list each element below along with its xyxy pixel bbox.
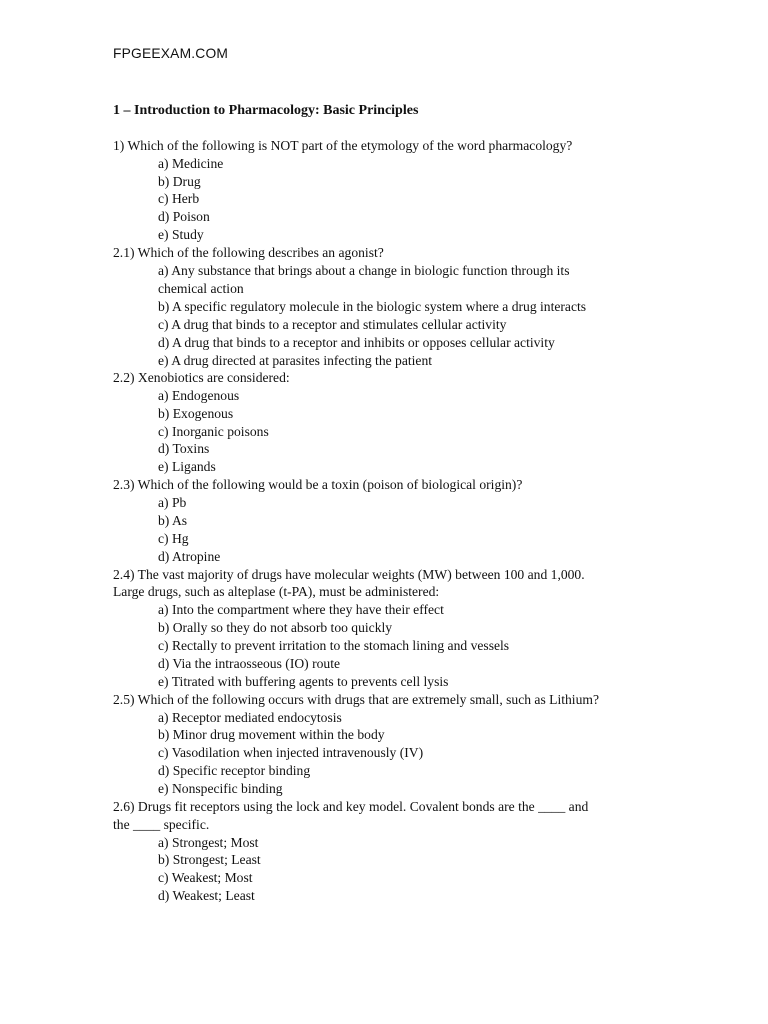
answer-option: a) Receptor mediated endocytosis: [158, 710, 342, 725]
answer-option: e) Titrated with buffering agents to prevents cell lysis: [158, 674, 449, 689]
chapter-heading: 1 – Introduction to Pharmacology: Basic Principles: [113, 103, 419, 118]
answer-option: a) Endogenous: [158, 388, 240, 403]
answer-option: c) Herb: [158, 191, 200, 206]
answer-option: c) Vasodilation when injected intravenously (IV): [158, 745, 424, 760]
answer-option: c) Hg: [158, 531, 189, 546]
question-text-continuation: the ____ specific.: [113, 817, 210, 832]
answer-option: d) Via the intraosseous (IO) route: [158, 656, 341, 671]
answer-option: b) Drug: [158, 174, 201, 189]
answer-option: c) Inorganic poisons: [158, 424, 269, 439]
answer-option: c) Weakest; Most: [158, 870, 253, 885]
question-text: 2.2) Xenobiotics are considered:: [113, 370, 290, 385]
answer-option: e) Ligands: [158, 459, 216, 474]
answer-option: b) Orally so they do not absorb too quickly: [158, 620, 393, 635]
answer-option: c) A drug that binds to a receptor and stimulates cellular activity: [158, 317, 507, 332]
answer-option: d) Weakest; Least: [158, 888, 255, 903]
answer-option: b) As: [158, 513, 188, 528]
answer-option: a) Pb: [158, 495, 187, 510]
answer-option: d) Toxins: [158, 441, 210, 456]
question-text: 2.4) The vast majority of drugs have molecular weights (MW) between 100 and 1,000.: [113, 567, 585, 582]
answer-option: b) Strongest; Least: [158, 852, 261, 867]
question-text: 2.3) Which of the following would be a toxin (poison of biological origin)?: [113, 477, 523, 492]
answer-option: e) A drug directed at parasites infecting the patient: [158, 353, 433, 368]
answer-option: b) Exogenous: [158, 406, 234, 421]
answer-option: a) Any substance that brings about a change in biologic function through its: [158, 263, 570, 278]
answer-option: a) Strongest; Most: [158, 835, 259, 850]
question-text: 2.6) Drugs fit receptors using the lock and key model. Covalent bonds are the ____ and: [113, 799, 589, 814]
answer-option: b) Minor drug movement within the body: [158, 727, 385, 742]
answer-option: a) Into the compartment where they have their effect: [158, 602, 444, 617]
answer-option: e) Study: [158, 227, 204, 242]
question-text: 2.5) Which of the following occurs with drugs that are extremely small, such as Lithium?: [113, 692, 599, 707]
answer-option: d) A drug that binds to a receptor and inhibits or opposes cellular activity: [158, 335, 555, 350]
question-text-continuation: Large drugs, such as alteplase (t-PA), must be administered:: [113, 584, 440, 599]
site-name: FPGEEXAM.COM: [113, 46, 229, 61]
answer-option: a) Medicine: [158, 156, 224, 171]
question-text: 2.1) Which of the following describes an agonist?: [113, 245, 384, 260]
answer-option: b) A specific regulatory molecule in the biologic system where a drug interacts: [158, 299, 587, 314]
answer-option: c) Rectally to prevent irritation to the stomach lining and vessels: [158, 638, 510, 653]
answer-option: d) Poison: [158, 209, 210, 224]
question-text: 1) Which of the following is NOT part of the etymology of the word pharmacology?: [113, 138, 573, 153]
answer-option: d) Specific receptor binding: [158, 763, 311, 778]
answer-option: d) Atropine: [158, 549, 221, 564]
answer-option-continuation: chemical action: [158, 281, 244, 296]
answer-option: e) Nonspecific binding: [158, 781, 283, 796]
